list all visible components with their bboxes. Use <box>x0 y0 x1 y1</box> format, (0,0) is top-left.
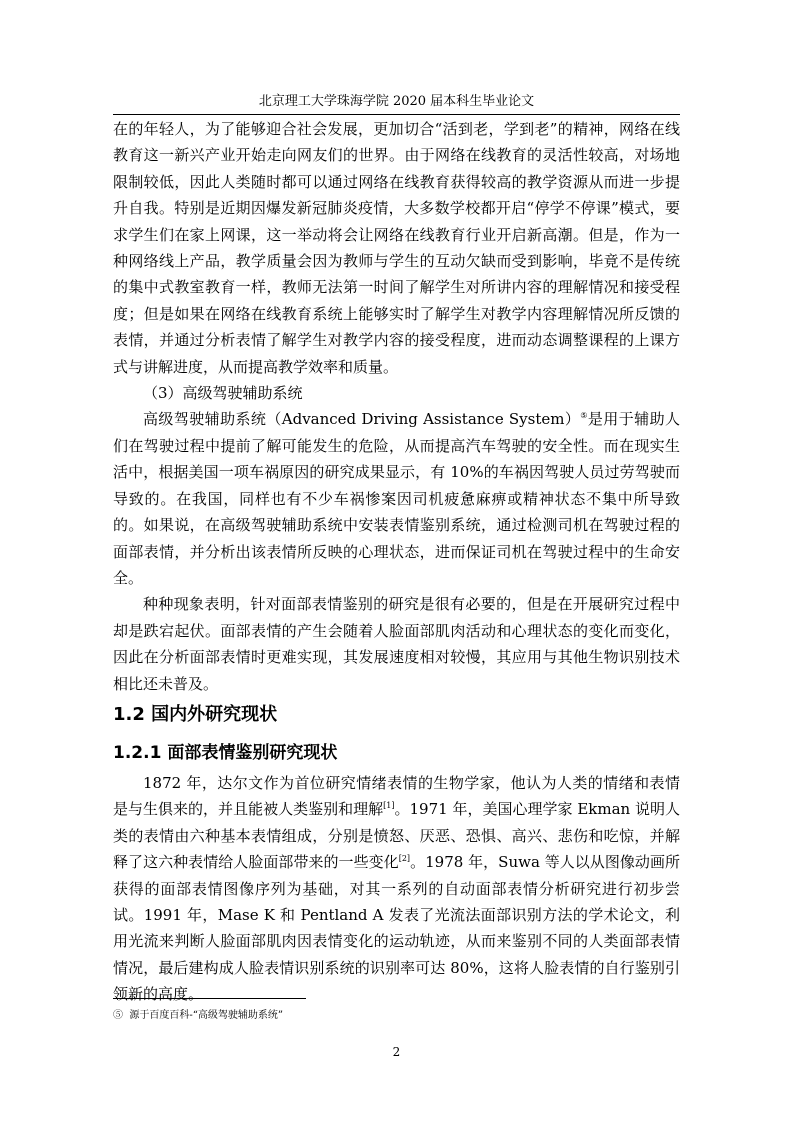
footnote <box>113 1009 283 1023</box>
citation-ref-2[interactable]: [2] <box>398 854 411 864</box>
footnote-marker-ref[interactable]: ⑤ <box>580 411 588 421</box>
research-body <box>113 770 680 1008</box>
section-title-1-2: 1.2 国内外研究现状 <box>113 704 278 725</box>
paragraph-online-education: 在的年轻人，为了能够迎合社会发展，更加切合“活到老，学到老”的精神，网络在线教育这一新兴产业开始走向网友们的世界。由于网络在线教育的灵活性较高，对场地限制较低，因此人类随时都可以通过网络在线教育获得较高的教学资源从而进一步提升自我。特别是近期因爆发新冠肺炎疫情，大多数学校都开启“停学不停课”模式，要求学生们在家上网课，这一举动将会让网络在线教育行业开启新高潮。但是，作为一种网络线上产品，教学质量会因为教师与学生的互动欠缺而受到影响，毕竟不是传统的集中式教室教育一样，教师无法第一时间了解学生对所讲内容的理解情况和接受程度；但是如果在网络在线教育系统上能够实时了解学生对教学内容理解情况所反馈的表情，并通过分析表情了解学生对教学内容的接受程度，进而动态调整课程的上课方式与讲解进度，从而提高教学效率和质量。 <box>113 120 680 376</box>
footnote-separator <box>113 998 306 999</box>
adas-text-rest: 是用于辅助人们在驾驶过程中提前了解可能发生的危险，从而提高汽车驾驶的安全性。而在现实生活中，根据美国一项车祸原因的研究成果显示，有 10%的车祸因驾驶人员过劳驾驶而导致的。在我国，同样也有不少车祸惨案因司机疲惫麻痹或精神状态不集中所导致的。如果说，在高级驾驶辅助系统中安装表情鉴别系统，通过检测司机在驾驶过程的面部表情，并分析出该表情所反映的心理状态，进而保证司机在驾驶过程中的生命安全。 <box>113 410 680 587</box>
running-title: 北京理工大学珠海学院 2020 届本科生毕业论文 <box>258 94 535 109</box>
history-text-c: 。1978 年，Suwa 等人以从图像动画所获得的面部表情图像序列为基础，对其一系列的自动面部表情分析研究进行初步尝试。1991 年，Mase K 和 Pentland A 发表了光流法面部识别方法的学术论文，利用光流来判断人脸面部肌肉因表情变化的运动轨迹，从而来鉴别不同的人类面部表情情况，最后建构成人脸表情识别系统的识别率可达 80%，这将人脸表情的自行鉴别引领新的高度。 <box>113 853 680 1004</box>
adas-text-start: 高级驾驶辅助系统（Advanced Driving Assistance System） <box>143 410 581 429</box>
paragraph-research-history <box>113 770 680 1008</box>
paragraph-adas <box>113 406 680 591</box>
footnote-marker: ⑤ <box>113 1010 123 1021</box>
footnote-text: 源于百度百科-“高级驾驶辅助系统” <box>129 1010 283 1021</box>
history-text-b: 。1971 年，美国心理学家 Ekman 说明人类的表情由六种基本表情组成，分别是愤怒、厌恶、恐惧、高兴、悲伤和吃惊，并解释了这六种表情给人脸面部带来的一些变化 <box>113 800 680 872</box>
subheading-adas: （3）高级驾驶辅助系统 <box>143 384 303 403</box>
paragraph-summary: 种种现象表明，针对面部表情鉴别的研究是很有必要的，但是在开展研究过程中却是跌宕起伏。面部表情的产生会随着人脸面部肌肉活动和心理状态的变化而变化，因此在分析面部表情时更难实现，其发展速度相对较慢，其应用与其他生物识别技术相比还未普及。 <box>113 595 680 693</box>
intro-body <box>113 116 680 697</box>
page-number: 2 <box>392 1045 401 1059</box>
history-text-a: 1872 年，达尔文作为首位研究情绪表情的生物学家，他认为人类的情绪和表情是与生俱来的，并且能被人类鉴别和理解 <box>113 774 680 819</box>
running-header <box>113 92 680 115</box>
citation-ref-1[interactable]: [1] <box>383 801 395 811</box>
subsection-title-1-2-1: 1.2.1 面部表情鉴别研究现状 <box>113 743 338 763</box>
